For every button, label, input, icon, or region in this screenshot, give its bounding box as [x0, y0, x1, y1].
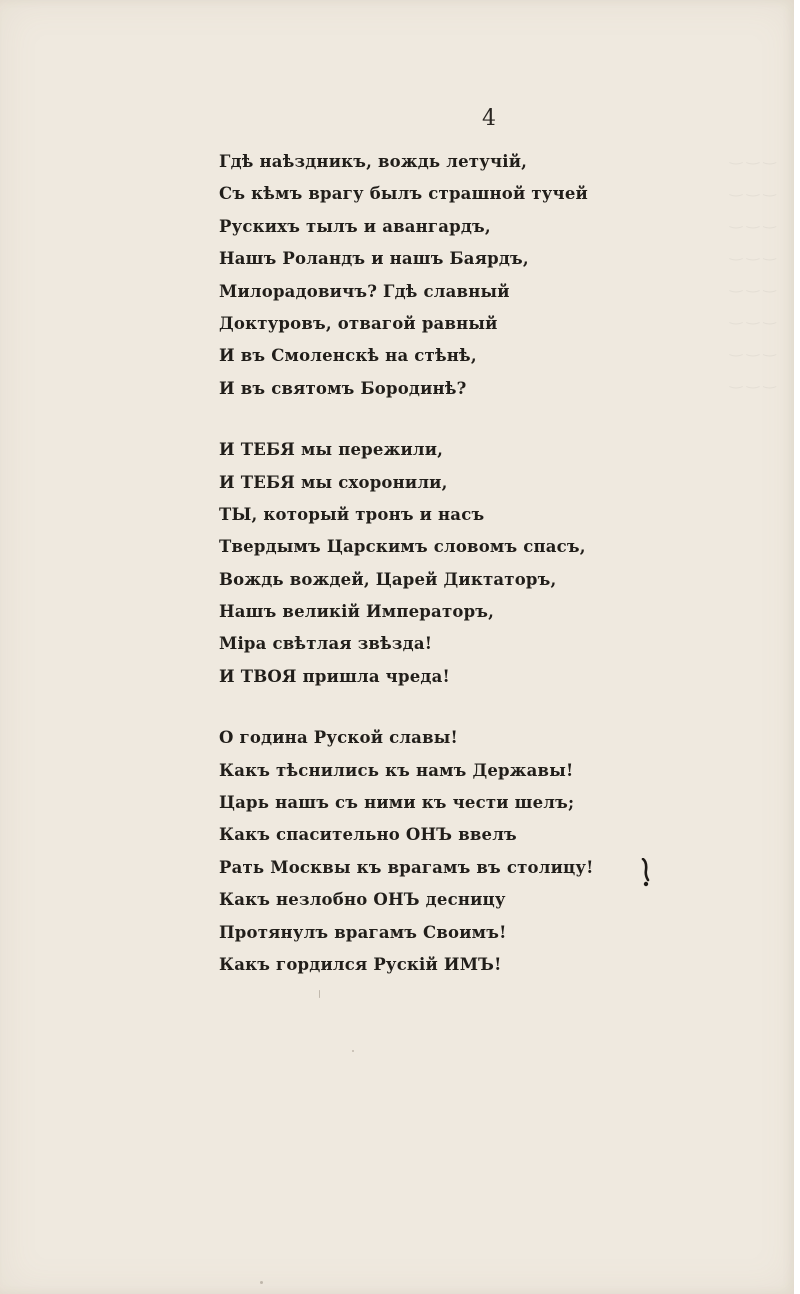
poem-line: И ТЕБЯ мы схоронили,	[219, 472, 448, 492]
poem-line: Милорадовичъ? Гдѣ славный	[219, 281, 510, 301]
poem-line: И въ Смоленскѣ на стѣнѣ,	[219, 346, 477, 366]
stanza-3	[219, 722, 599, 981]
poem-line: Какъ незлобно ОНЪ десницу	[219, 890, 506, 910]
poem-line: Рать Москвы къ врагамъ въ столицу!	[219, 857, 594, 877]
stanza-1	[219, 146, 599, 405]
poem-line: Нашъ великій Императоръ,	[219, 602, 495, 622]
poem-line: И въ святомъ Бородинѣ?	[219, 378, 467, 398]
stanza-2	[219, 434, 599, 693]
paper-speck	[352, 1050, 354, 1052]
poem-line: Царь нашъ съ ними къ чести шелъ;	[219, 793, 575, 813]
poem-line: Твердымъ Царскимъ словомъ спасъ,	[219, 537, 586, 557]
poem-line: ТЫ, который тронъ и насъ	[219, 504, 485, 524]
poem-line: Рускихъ тылъ и авангардъ,	[219, 216, 491, 236]
paper-speck	[260, 1281, 263, 1284]
poem-line: И ТВОЯ пришла чреда!	[219, 666, 450, 686]
paper-speck	[319, 990, 320, 998]
bleed-through-text	[730, 140, 797, 396]
poem	[219, 146, 599, 1010]
ink-blot-icon	[640, 858, 650, 888]
poem-line: Какъ тѣснились къ намъ Державы!	[219, 760, 574, 780]
poem-line: Міра свѣтлая звѣзда!	[219, 634, 433, 654]
poem-line: Вождь вождей, Царей Диктаторъ,	[219, 569, 557, 589]
poem-line: Какъ гордился Рускій ИМЪ!	[219, 954, 502, 974]
poem-line: О година Руской славы!	[219, 728, 458, 748]
poem-line: Какъ спасительно ОНЪ ввелъ	[219, 825, 517, 845]
poem-line: Съ кѣмъ врагу былъ страшной тучей	[219, 184, 588, 204]
poem-line: Гдѣ наѣздникъ, вождь летучій,	[219, 152, 528, 171]
poem-line: И ТЕБЯ мы пережили,	[219, 440, 444, 460]
page-number: 4	[482, 106, 496, 131]
poem-line: Доктуровъ, отвагой равный	[219, 313, 498, 333]
page-edge	[794, 0, 797, 1294]
poem-line: Протянулъ врагамъ Своимъ!	[219, 922, 507, 942]
poem-line: Нашъ Роландъ и нашъ Баярдъ,	[219, 249, 529, 269]
